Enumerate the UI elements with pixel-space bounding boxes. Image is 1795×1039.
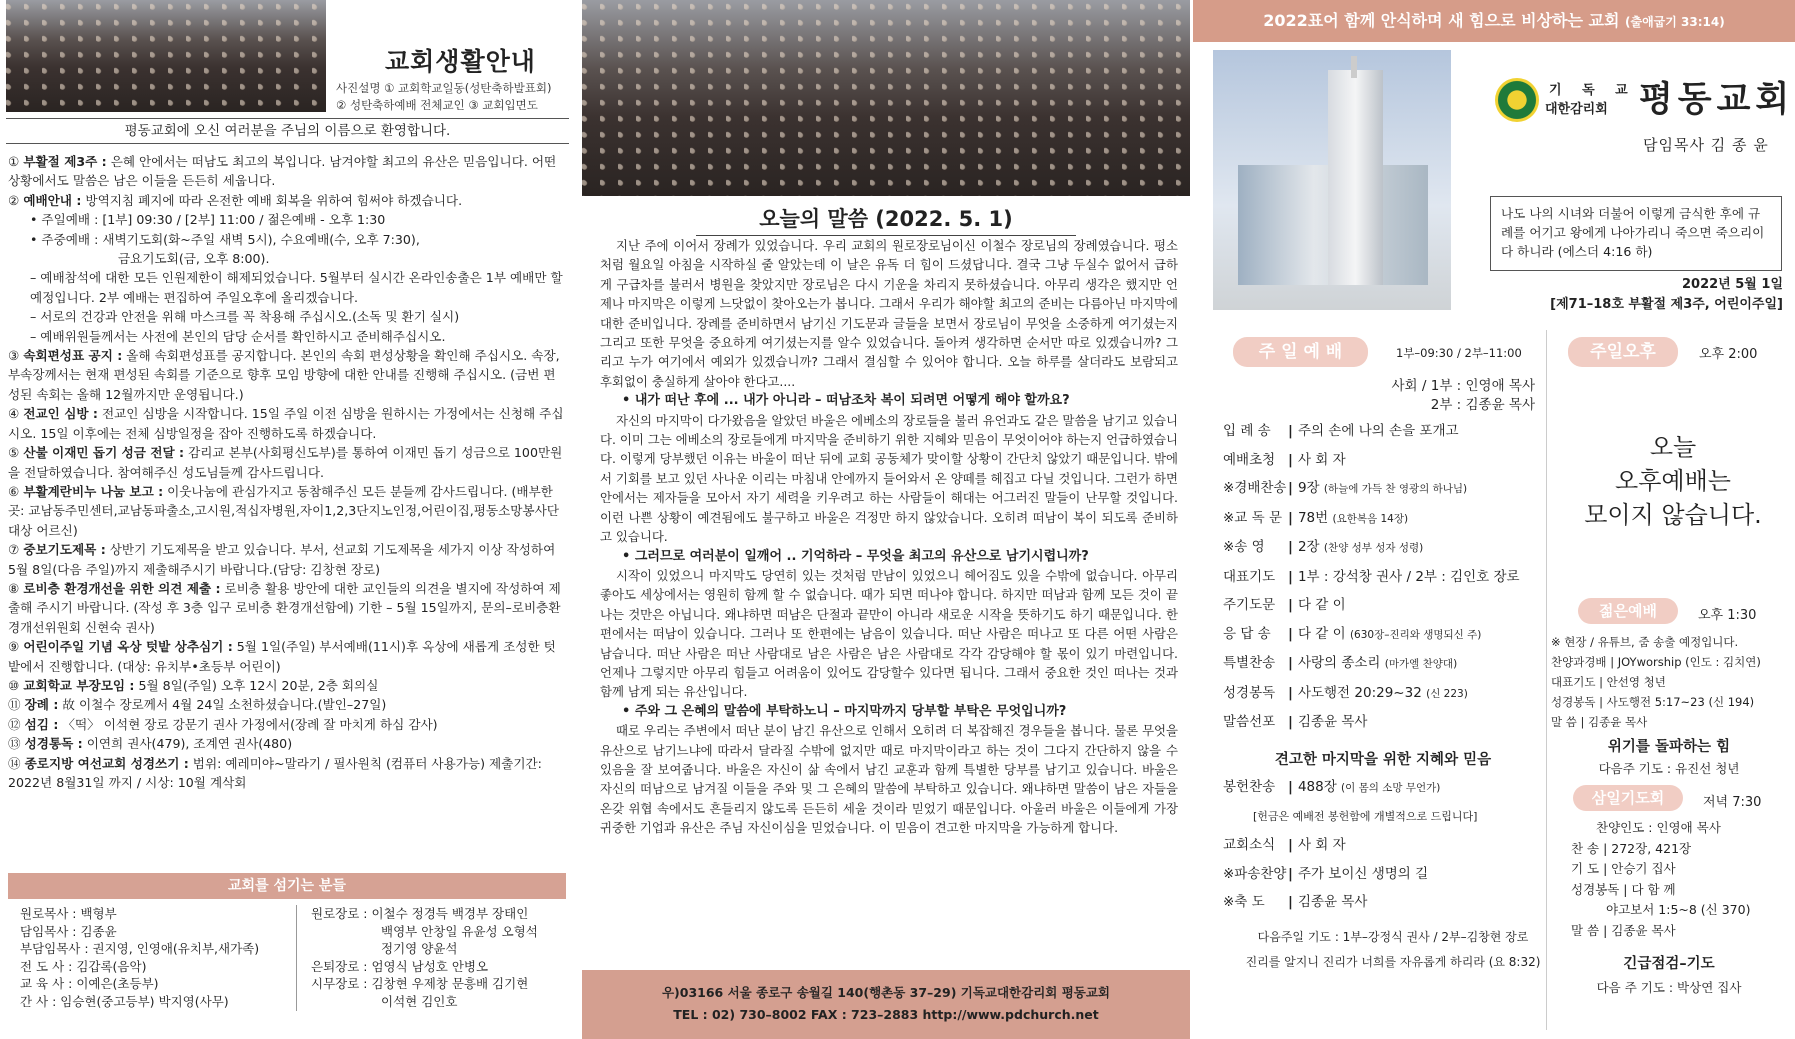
church-address: 우)03166 서울 종로구 송월길 140(행촌동 37–29) 기독교대한감리회 평동교회 TEL : 02) 730–8002 FAX : 723–2883 http://www.pdchurch.net (582, 970, 1190, 1039)
youth-worship-details: ※ 현장 / 유튜브, 줌 송출 예정입니다. 찬양과경배 | JOYworship (인도 : 김치연) 대표기도 | 안선영 청년 성경봉독 | 사도행전 5:17~23 (신 194) 말 씀 | 김종윤 목사 (1551, 635, 1761, 729)
footer-verse: 진리를 알지니 진리가 너희를 자유롭게 하리라 (요 8:32) (1245, 955, 1541, 969)
worship-line: – 서로의 건강과 안전을 위해 마스크를 꼭 착용해 주십시오.(소독 및 환기 실시) (30, 309, 460, 325)
denomination-line2: 대한감리회 (1545, 102, 1608, 117)
wednesday-next-prayer: 다음 주 기도 : 박상연 집사 (1596, 980, 1742, 995)
notice-item: ⑪ 장례 : 故 이철수 장로께서 4월 24일 소천하셨습니다.(발인–27일) (8, 697, 387, 713)
sermon-body (600, 236, 1178, 838)
order-row: 응 답 송 | 다 같 이 (630장–진리와 생명되신 주) (1223, 625, 1482, 642)
no-afternoon-service-notice: 오늘 오후예배는 모이지 않습니다. (1584, 433, 1762, 529)
notice-list (8, 152, 566, 792)
photo-caption: 사진설명 ① 교회학교일동(성탄축하발표회) ② 성탄축하예배 전체교인 ③ 교회입면도 (336, 81, 552, 112)
middle-panel (582, 0, 1190, 1039)
worship-order-3 (1223, 831, 1523, 917)
notice-item: ⑨ 어린이주일 기념 옥상 텃밭 상추심기 : 5월 1일(주일) 부서예배(11시)후 옥상에 새롭게 조성한 텃밭에서 진행합니다. (대상: 유치부•초등부 어린이) (8, 639, 556, 674)
server-line: 교 육 사 : 이예은(초등부) (20, 976, 159, 992)
servers-heading: 교회를 섬기는 분들 (8, 873, 566, 899)
server-line: 원로장로 : 이철수 정경득 백경부 장태인 (311, 906, 529, 921)
sermon-heading: • 주와 그 은혜의 말씀에 부탁하노니 – 마지막까지 당부할 부탁은 무엇입니까? (622, 703, 1067, 719)
order-row: 대표기도 | 1부 : 강석창 권사 / 2부 : 김인호 장로 (1223, 568, 1520, 585)
wednesday-prayer-tag: 삼일기도회 (1573, 785, 1683, 811)
server-line: 이석현 김인호 (381, 993, 458, 1009)
sunday-leaders: 사회 / 1부 : 인영애 목사 2부 : 김종윤 목사 (1391, 378, 1535, 413)
denomination-line1: 기 독 교 (1549, 83, 1636, 98)
bulletin-date: 2022년 5월 1일 [제71–18호 부활절 제3주, 어린이주일] (1550, 277, 1783, 312)
senior-pastor: 담임목사 김 종 윤 (1643, 136, 1769, 154)
notice-item: ⑦ 중보기도제목 : 상반기 기도제목을 받고 있습니다. 부서, 선교회 기도제목을 세가지 이상 작성하여 5월 8일(다음 주일)까지 제출해주시기 바랍니다.(담당: 김창현 장로) (8, 542, 556, 577)
afternoon-worship-time: 오후 2:00 (1699, 347, 1758, 362)
order-row: 말씀선포 | 김종윤 목사 (1223, 714, 1368, 730)
youth-next-prayer: 다음주 기도 : 유진선 청년 (1598, 761, 1740, 776)
methodist-logo-icon (1495, 78, 1539, 122)
order-row: 교회소식 | 사 회 자 (1223, 837, 1346, 853)
church-building-illustration (1213, 50, 1451, 310)
welcome-banner: 평동교회에 오신 여러분을 주님의 이름으로 환영합니다. (6, 118, 569, 144)
order-row: 성경봉독 | 사도행전 20:29~32 (신 223) (1223, 684, 1468, 701)
next-week-prayer: 다음주일 기도 : 1부–강정식 권사 / 2부–김창현 장로 (1257, 930, 1529, 944)
worship-order (1223, 417, 1523, 737)
page-title: 교회생활안내 (385, 47, 536, 76)
youth-worship-time: 오후 1:30 (1698, 608, 1757, 623)
notice-item: ④ 전교인 심방 : 전교인 심방을 시작합니다. 15일 주일 이전 심방을 원하시는 가정에서는 신청해 주십시오. 15일 이후에는 전체 심방일정을 잡아 진행하도록 하겠습니다. (8, 406, 564, 441)
scripture-box: 나도 나의 시녀와 더불어 이렇게 금식한 후에 규례를 어기고 왕에게 나아가리니 죽으면 죽으리이다 하니라 (에스더 4:16 하) (1490, 196, 1782, 271)
server-line: 부담임목사 : 권지영, 인영애(유치부,새가족) (20, 941, 260, 957)
right-panel (1193, 0, 1795, 1039)
sermon-paragraph: 시작이 있었으니 마지막도 당연히 있는 것처럼 만남이 있었으니 헤어짐도 있을 수밖에 없습니다. 아무리 좋아도 세상에서는 영원히 함께 할 수 없습니다. 때가 되면 떠나야 합니다. 하지만 떠남과 함께 모든 것이 끝나는 것만은 아닙니다. 왜냐하면 떠남은 단절과 끝만이 아니라 새로운 시작을 뜻하기도 하기 때문입니다. 한편에서는 떠남이 있습니다. 그러나 또 한편에는 남음이 있습니다. 떠난 사람은 떠나고 또 다른 어떤 사람은 남습니다. 떠난 사람은 떠난 사람대로 남은 사람은 남은 사람대로 각각 감당해야 할 몫이 있기 마련입니다. 언제나 그렇지만 아무리 힘들고 어려움이 있어도 감당할수 있다면 됩니다. 그래서 중요한 것인 떠나는 것과 함께 남게 되는 유산입니다. (600, 567, 1178, 700)
offering-note: [헌금은 예배전 봉헌함에 개별적으로 드립니다] (1253, 810, 1478, 823)
congregation-photo (582, 0, 1190, 196)
sunday-worship-tag: 주 일 예 배 (1233, 337, 1368, 367)
wednesday-prayer-time: 저녁 7:30 (1703, 795, 1762, 810)
server-line: 간 사 : 임승현(중고등부) 박지영(사무) (20, 993, 229, 1009)
order-row: ※파송찬양 | 주가 보이신 생명의 길 (1223, 865, 1429, 882)
church-school-photo (6, 0, 326, 112)
server-line: 시무장로 : 김창현 우제창 문흥배 김기현 (311, 976, 529, 992)
order-row: 예배초청 | 사 회 자 (1223, 451, 1346, 468)
notice-item: ⑥ 부활계란비누 나눔 보고 : 이웃나눔에 관심가지고 동참해주신 모든 분들께 감사드립니다. (배부한 곳: 교남동주민센터,교남동파출소,고시원,적십자병원,자이1,2,3단지노인정,어린이집,평동소망봉사단 대상 어르신) (8, 483, 559, 538)
motto-banner: 2022표어 함께 안식하며 새 힘으로 비상하는 교회 (출애굽기 33:14) (1193, 0, 1795, 42)
order-row: ※송 영 | 2장 (찬양 성부 성자 성령) (1223, 539, 1424, 555)
notice-item: ⑩ 교회학교 부장모임 : 5월 8일(주일) 오후 12시 20분, 2층 회의실 (8, 677, 379, 693)
notice-item: ⑤ 산불 이재민 돕기 성금 전달 : 감리교 본부(사회평신도부)를 통하여 이재민 돕기 성금으로 100만원을 전달하였습니다. 참여해주신 성도님들께 감사드립니다. (8, 445, 563, 480)
youth-sermon-title: 위기를 돌파하는 힘 (1607, 739, 1731, 755)
wednesday-sermon-title: 긴급점검–기도 (1623, 956, 1715, 972)
server-line: 은퇴장로 : 엄영식 남성호 안병오 (311, 958, 489, 974)
order-row: 봉헌찬송 | 488장 (이 몸의 소망 무언가) (1223, 779, 1441, 795)
left-panel (0, 0, 575, 1039)
youth-worship-tag: 젊은예배 (1578, 598, 1678, 624)
notice-item: ⑧ 로비층 환경개선을 위한 의견 제출 : 로비층 활용 방안에 대한 교인들의 의견을 별지에 작성하여 제출해 주시기 바랍니다. (작성 후 3층 입구 로비층 환경개선함에) 기한 – 5월 15일까지, 문의–로비층환경개선위원회 신현숙 권사) (8, 580, 561, 635)
order-row: ※경배찬송 | 9장 (하늘에 가득 찬 영광의 하나님) (1223, 480, 1468, 496)
wednesday-prayer-details: 찬양인도 : 인영애 목사 찬 송 | 272장, 421장 기 도 | 안승기 집사 성경봉독 | 다 함 께 야고보서 1:5~8 (신 370) 말 씀 | 김종윤 목사 (1571, 820, 1751, 938)
server-line: 백영부 안창일 유윤성 오형석 (381, 923, 538, 939)
sermon-title: 오늘의 말씀 (2022. 5. 1) (582, 203, 1190, 236)
worship-line: – 예배위원들께서는 사전에 본인의 담당 순서를 확인하시고 준비해주십시오. (30, 328, 446, 344)
server-line: 정기영 양윤석 (381, 941, 458, 957)
notice-item: ② 예배안내 : 방역지침 폐지에 따라 온전한 예배 회복을 위하여 힘써야 하겠습니다. (8, 192, 463, 208)
worship-line: • 주중예배 : 새벽기도회(화~주일 새벽 5시), 수요예배(수, 오후 7:30), (30, 231, 420, 247)
server-line: 담임목사 : 김종윤 (20, 923, 117, 939)
notice-item: ① 부활절 제3주 : 은혜 안에서는 떠남도 최고의 복입니다. 남겨야할 최고의 유산은 믿음입니다. 어떤 상황에서도 말씀은 남은 이들을 든든히 세웁니다. (8, 154, 557, 189)
server-line: 원로목사 : 백형부 (20, 906, 117, 921)
notice-item: ③ 속회편성표 공지 : 올해 속회편성표를 공지합니다. 본인의 속회 편성상황을 확인해 주십시오. 속장,부속장께서는 현재 편성된 속회를 기준으로 향후 모임 방향에 대한 안내를 진행해 주십시오. (금번 편성된 속회는 올해 12월까지만 운영됩니다.) (8, 348, 560, 402)
column-divider (1546, 330, 1547, 1030)
sermon-title-order: 견고한 마지막을 위한 지혜와 믿음 (1274, 752, 1492, 768)
sermon-paragraph: 지난 주에 이어서 장례가 있었습니다. 우리 교회의 원로장로님이신 이철수 장로님의 장례였습니다. 평소처럼 월요일 아침을 시작하실 줄 알았는데 이 날은 유독 더 힘이 드셨답니다. 결국 그냥 두실수 없어서 급하게 구급차를 불러서 병원을 찾았지만 장로님은 다시 기운을 차리지 못하셨습니다. 아무리 생각은 했지만 언제나 마지막은 이렇게 느닷없이 찾아오는가 봅니다. 그래서 우리가 해야할 최고의 준비는 다름아닌 마지막에 대한 준비입니다. 장례를 준비하면서 남기신 기도문과 글들을 보면서 장로님이 무엇을 소중하게 여기셨는지 그리고 또한 무엇을 중요하게 여기셨는지를 알수 있었습니다. 돌아켜 생각하면 순서만 따로 있겠습니까? 그리고 누가 여기에서 예외가 있겠습니까? 그래서 결심할 수 있어야 합니다. 오늘 하루를 살더라도 보람되고 후회없이 충실하게 살아야 한다고.... (600, 238, 1178, 389)
sermon-paragraph: 자신의 마지막이 다가왔음을 알았던 바울은 에베소의 장로들을 불러 유언과도 같은 말씀을 남기고 있습니다. 이미 그는 에베소의 장로들에게 마지막을 준비하기 위한 지혜와 믿음이 무엇이어야 하는지 언급하였습니다. 이렇게 당부했던 이유는 바울이 떠난 뒤에 교회 공동체가 맞이할 상황이 간단치 않았기 때문입니다. 밖에서 기회를 보고 있던 사나운 이리는 마침내 안에까지 들어와서 온 양떼를 헤집고 다닐 것입니다. 그런가 하면 안에서는 제자들을 모아서 자기 세력을 키우려고 하는 사람들이 해대는 어그러진 말들이 난무할 것입니다. 이런 나쁜 상황이 예견됨에도 불구하고 바울은 걱정만 하지 않았습니다. 오히려 떠남이 복이 되도록 준비하고 있습니다. (600, 412, 1178, 545)
sunday-worship-time: 1부–09:30 / 2부–11:00 (1396, 346, 1522, 360)
worship-line: 금요기도회(금, 오후 8:00). (118, 251, 270, 267)
worship-line: • 주일예배 : [1부] 09:30 / [2부] 11:00 / 젊은예배 - 오후 1:30 (30, 212, 386, 228)
sermon-heading: • 그러므로 여러분이 일깨어 .. 기억하라 – 무엇을 최고의 유산으로 남기시렵니까? (622, 548, 1089, 564)
order-row: ※축 도 | 김종윤 목사 (1223, 894, 1368, 910)
afternoon-worship-tag: 주일오후 (1568, 337, 1678, 367)
notice-item: ⑬ 성경통독 : 이연희 권사(479), 조계연 권사(480) (8, 736, 293, 752)
worship-line: – 예배참석에 대한 모든 인원제한이 해제되었습니다. 5월부터 실시간 온라인송출은 1부 예배만 할 예정입니다. 2부 예배는 편집하여 주일오후에 올리겠습니다. (30, 270, 563, 305)
church-name: 평동교회 (1639, 80, 1795, 120)
worship-order-2 (1223, 773, 1523, 803)
sermon-heading: • 내가 떠난 후에 ... 내가 아니라 – 떠남조차 복이 되려면 어떻게 해야 할까요? (622, 393, 1070, 409)
order-row: 특별찬송 | 사랑의 종소리 (마가엘 찬양대) (1223, 655, 1458, 671)
notice-item: ⑭ 종로지방 여선교회 성경쓰기 : 범위: 예레미야~말라기 / 필사원칙 (컴퓨터 사용가능) 제출기간: 2022년 8월31일 까지 / 시상: 10월 계삭회 (8, 755, 542, 790)
server-line: 전 도 사 : 김갑록(음악) (20, 958, 147, 974)
order-row: 주기도문 | 다 같 이 (1223, 597, 1346, 613)
notice-item: ⑫ 섬김 : 〈떡〉 이석현 장로 강문기 권사 가정에서(장례 잘 마치게 하심 감사) (8, 716, 438, 732)
sermon-paragraph: 때로 우리는 주변에서 떠난 분이 남긴 유산으로 인해서 오히려 더 복잡해진 경우들을 봅니다. 물론 무엇을 유산으로 남기느냐에 따라서 달라질 수밖에 없지만 때로 마지막이라고 하는 것이 그다지 간단하지 않을 수 있음을 잘 보여줍니다. 바울은 자신이 삶 속에서 남긴 교훈과 함께 특별한 당부를 남기고 있습니다. 바울은 자신의 떠남으로 남겨질 이들을 주와 및 그 은혜의 말씀에 부탁하고 있습니다. 왜냐하면 말씀이 남은 자들을 온갖 위협 속에서도 흔들리지 않도록 든든히 세울 것이라 믿었기 때문입니다. 아울러 바울은 이들에게 가장 귀중한 기업과 유산은 주님 자신이심을 믿었습니다. 이 믿음이 견고한 마지막을 가능하게 합니다. (600, 723, 1178, 836)
order-row: ※교 독 문 | 78번 (요한복음 14장) (1223, 509, 1409, 526)
order-row: 입 례 송 | 주의 손에 나의 손을 포개고 (1223, 423, 1459, 439)
